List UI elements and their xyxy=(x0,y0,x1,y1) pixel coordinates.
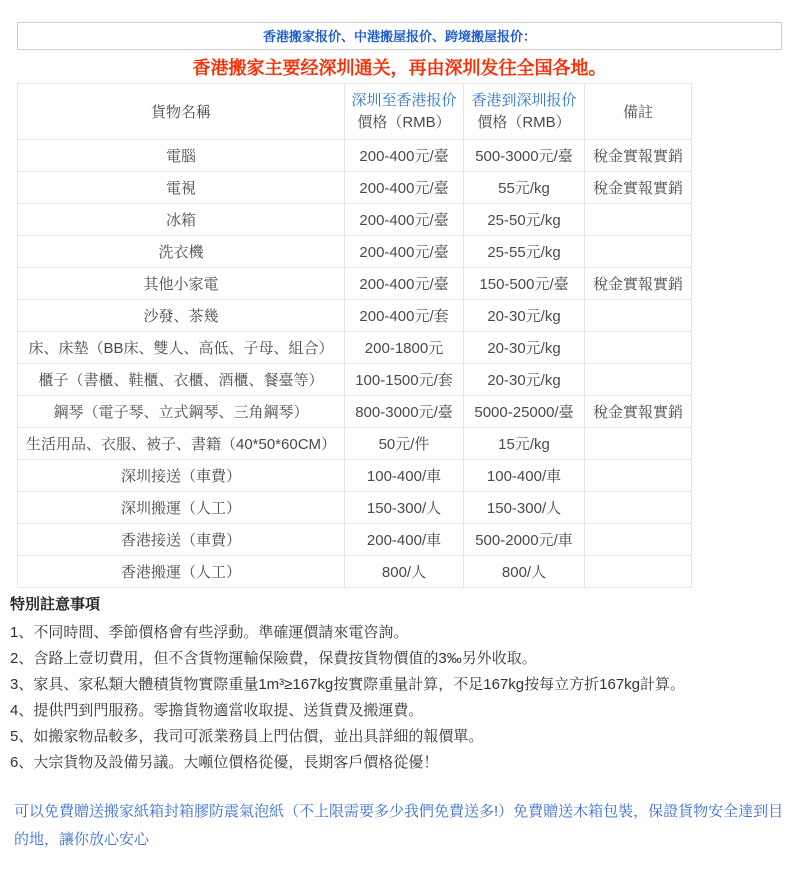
hk-to-sz-price-cell: 20-30元/kg xyxy=(464,300,585,332)
table-row xyxy=(18,524,692,556)
sz-to-hk-price-cell: 800/人 xyxy=(345,556,464,588)
table-row xyxy=(18,396,692,428)
sz-to-hk-price-cell: 200-1800元 xyxy=(345,332,464,364)
hk-to-sz-price-cell: 20-30元/kg xyxy=(464,364,585,396)
sz-to-hk-price-cell: 100-1500元/套 xyxy=(345,364,464,396)
remark-header: 備註 xyxy=(585,84,692,140)
remark-cell xyxy=(585,428,692,460)
hk-to-sz-price-cell: 100-400/車 xyxy=(464,460,585,492)
table-row xyxy=(18,556,692,588)
remark-cell: 稅金實報實銷 xyxy=(585,172,692,204)
goods-name-cell: 櫃子（書櫃、鞋櫃、衣櫃、酒櫃、餐臺等） xyxy=(18,364,345,396)
hk-to-sz-header xyxy=(464,84,585,140)
table-row xyxy=(18,460,692,492)
sz-to-hk-header-unit: 價格（RMB） xyxy=(357,113,451,131)
sz-to-hk-price-cell: 100-400/車 xyxy=(345,460,464,492)
remark-cell xyxy=(585,556,692,588)
remark-cell: 稅金實報實銷 xyxy=(585,140,692,172)
hk-to-sz-price-cell: 25-55元/kg xyxy=(464,236,585,268)
hk-to-sz-price-cell: 25-50元/kg xyxy=(464,204,585,236)
goods-name-cell: 冰箱 xyxy=(18,204,345,236)
price-table-body xyxy=(18,140,692,588)
sz-to-hk-price-cell: 200-400元/臺 xyxy=(345,204,464,236)
table-row xyxy=(18,364,692,396)
goods-name-cell: 其他小家電 xyxy=(18,268,345,300)
table-row xyxy=(18,300,692,332)
hk-to-sz-header-title: 香港到深圳报价 xyxy=(471,91,577,109)
table-row xyxy=(18,172,692,204)
hk-to-sz-price-cell: 800/人 xyxy=(464,556,585,588)
headline xyxy=(17,54,782,80)
table-row xyxy=(18,140,692,172)
hk-to-sz-price-cell: 15元/kg xyxy=(464,428,585,460)
table-row xyxy=(18,428,692,460)
top-banner xyxy=(17,22,782,50)
sz-to-hk-price-cell: 200-400/車 xyxy=(345,524,464,556)
notes-title: 特別註意事項 xyxy=(10,596,101,613)
sz-to-hk-header-title: 深圳至香港报价 xyxy=(351,91,457,109)
top-banner-text: 香港搬家报价、中港搬屋报价、跨境搬屋报价： xyxy=(262,29,536,44)
remark-cell xyxy=(585,492,692,524)
notes-section xyxy=(10,596,800,776)
remark-cell xyxy=(585,460,692,492)
goods-name-cell: 深圳接送（車費） xyxy=(18,460,345,492)
hk-to-sz-price-cell: 20-30元/kg xyxy=(464,332,585,364)
goods-name-cell: 床、床墊（BB床、雙人、高低、子母、組合） xyxy=(18,332,345,364)
sz-to-hk-price-cell: 150-300/人 xyxy=(345,492,464,524)
sz-to-hk-price-cell: 50元/件 xyxy=(345,428,464,460)
hk-to-sz-price-cell: 150-500元/臺 xyxy=(464,268,585,300)
goods-name-cell: 洗衣機 xyxy=(18,236,345,268)
price-table-header xyxy=(18,84,692,140)
remark-cell xyxy=(585,236,692,268)
goods-name-cell: 鋼琴（電子琴、立式鋼琴、三角鋼琴） xyxy=(18,396,345,428)
goods-name-cell: 香港搬運（人工） xyxy=(18,556,345,588)
note-item: 2、含路上壹切費用，但不含貨物運輸保險費，保費按貨物價值的3‰另外收取。 xyxy=(10,650,537,667)
note-item: 3、家具、家私類大體積貨物實際重量1m³≥167kg按實際重量計算，不足167kg按每立方折167kg計算。 xyxy=(10,676,686,693)
remark-cell xyxy=(585,364,692,396)
hk-to-sz-price-cell: 500-2000元/車 xyxy=(464,524,585,556)
table-row xyxy=(18,268,692,300)
note-item: 6、大宗貨物及設備另議。大噸位價格從優，長期客戶價格從優！ xyxy=(10,754,439,771)
goods-name-cell: 香港接送（車費） xyxy=(18,524,345,556)
hk-to-sz-price-cell: 55元/kg xyxy=(464,172,585,204)
sz-to-hk-price-cell: 200-400元/套 xyxy=(345,300,464,332)
goods-name-cell: 沙發、茶幾 xyxy=(18,300,345,332)
sz-to-hk-price-cell: 200-400元/臺 xyxy=(345,236,464,268)
footer-promo: 可以免費贈送搬家紙箱封箱膠防震氣泡紙（不上限需要多少我們免費送多!）免費贈送木箱包裝，保證貨物安全達到目的地，讓你放心安心 xyxy=(14,803,784,848)
table-row xyxy=(18,236,692,268)
goods-name-cell: 電視 xyxy=(18,172,345,204)
sz-to-hk-price-cell: 800-3000元/臺 xyxy=(345,396,464,428)
headline-text: 香港搬家主要经深圳通关，再由深圳发往全国各地。 xyxy=(192,58,607,78)
remark-cell xyxy=(585,204,692,236)
note-item: 1、不同時間、季節價格會有些浮動。準確運價請來電咨詢。 xyxy=(10,624,409,641)
goods-name-cell: 生活用品、衣服、被子、書籍（40*50*60CM） xyxy=(18,428,345,460)
remark-cell xyxy=(585,524,692,556)
hk-to-sz-price-cell: 500-3000元/臺 xyxy=(464,140,585,172)
hk-to-sz-price-cell: 150-300/人 xyxy=(464,492,585,524)
note-item: 5、如搬家物品較多，我司可派業務員上門估價，並出具詳細的報價單。 xyxy=(10,728,484,745)
remark-cell: 稅金實報實銷 xyxy=(585,268,692,300)
header-row xyxy=(18,84,692,140)
goods-name-header: 貨物名稱 xyxy=(18,84,345,140)
goods-name-cell: 深圳搬運（人工） xyxy=(18,492,345,524)
hk-to-sz-header-unit: 價格（RMB） xyxy=(477,113,571,131)
remark-cell xyxy=(585,300,692,332)
table-row xyxy=(18,332,692,364)
sz-to-hk-price-cell: 200-400元/臺 xyxy=(345,140,464,172)
sz-to-hk-price-cell: 200-400元/臺 xyxy=(345,172,464,204)
note-item: 4、提供門到門服務。零擔貨物適當收取提、送貨費及搬運費。 xyxy=(10,702,424,719)
sz-to-hk-price-cell: 200-400元/臺 xyxy=(345,268,464,300)
table-row xyxy=(18,204,692,236)
goods-name-cell: 電腦 xyxy=(18,140,345,172)
price-table xyxy=(17,83,692,588)
sz-to-hk-header xyxy=(345,84,464,140)
remark-cell xyxy=(585,332,692,364)
remark-cell: 稅金實報實銷 xyxy=(585,396,692,428)
hk-to-sz-price-cell: 5000-25000/臺 xyxy=(464,396,585,428)
table-row xyxy=(18,492,692,524)
